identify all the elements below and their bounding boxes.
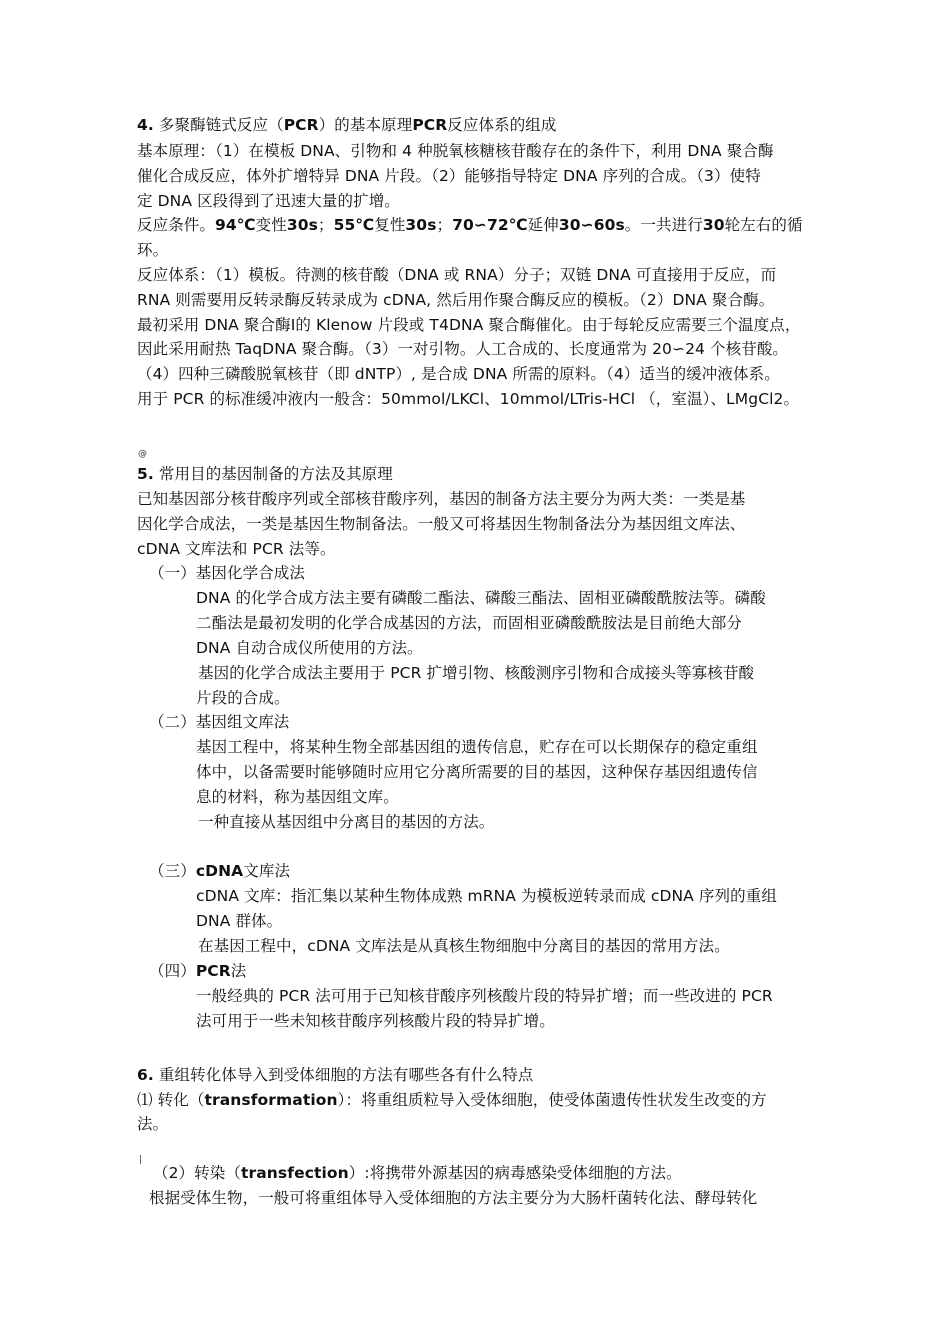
sub4-line-1: 一般经典的 PCR 法可用于已知核苷酸序列核酸片段的特异扩增；而一些改进的 PCR <box>196 987 773 1005</box>
section-5-title: 5. 常用目的基因制备的方法及其原理 <box>137 465 393 483</box>
transformation-line-2: 法。 <box>137 1115 169 1133</box>
system-line-1: 反应体系：（1）模板。待测的核苷酸（DNA 或 RNA）分子；双链 DNA 可直接用于反应，而 <box>137 266 777 284</box>
principle-line-2: 催化合成反应，体外扩增特异 DNA 片段。（2）能够指导特定 DNA 序列的合成。（3）使特 <box>137 167 761 185</box>
sub1-line-2: 二酯法是最初发明的化学合成基因的方法，而固相亚磷酸酰胺法是目前绝大部分 <box>196 614 743 632</box>
section-number: 4. <box>137 116 154 134</box>
sub3-heading: （三）cDNA文库法 <box>149 862 291 880</box>
sub1-line-5: 片段的合成。 <box>196 689 290 707</box>
transfection-line: （2）转染（transfection）:将携带外源基因的病毒感染受体细胞的方法。 <box>153 1164 682 1182</box>
sub4-heading: （四）PCR法 <box>149 962 247 980</box>
transformation-line-1: ⑴ 转化（transformation）：将重组质粒导入受体细胞，使受体菌遗传性状发生改变的方 <box>137 1091 767 1109</box>
receptor-line: 根据受体生物，一般可将重组体导入受体细胞的方法主要分为大肠杆菌转化法、酵母转化 <box>149 1189 758 1207</box>
stray-mark: @ <box>138 449 147 459</box>
section-6-title: 6. 重组转化体导入到受体细胞的方法有哪些各有什么特点 <box>137 1066 534 1084</box>
conditions-line-1: 反应条件。94℃变性30s；55℃复性30s；70∽72℃延伸30∽60s。一共进行30轮左右的循 <box>137 216 803 234</box>
system-line-3: 最初采用 DNA 聚合酶Ⅰ的 Klenow 片段或 T4DNA 聚合酶催化。由于每轮反应需要三个温度点， <box>137 316 801 334</box>
intro-line-3: cDNA 文库法和 PCR 法等。 <box>137 540 336 558</box>
sub2-line-1: 基因工程中，将某种生物全部基因组的遗传信息，贮存在可以长期保存的稳定重组 <box>196 738 758 756</box>
conditions-line-2: 环。 <box>137 241 169 259</box>
sub1-line-4: 基因的化学合成法主要用于 PCR 扩增引物、核酸测序引物和合成接头等寡核苷酸 <box>198 664 755 682</box>
sub4-line-2: 法可用于一些未知核苷酸序列核酸片段的特异扩增。 <box>196 1012 555 1030</box>
system-line-5: （4）四种三磷酸脱氧核苷（即 dNTP）, 是合成 DNA 所需的原料。（4）适当的缓冲液体系。 <box>137 365 780 383</box>
sub2-line-3: 息的材料，称为基因组文库。 <box>196 788 399 806</box>
sub3-line-3: 在基因工程中，cDNA 文库法是从真核生物细胞中分离目的基因的常用方法。 <box>198 937 730 955</box>
intro-line-2: 因化学合成法，一类是基因生物制备法。一般又可将基因生物制备法分为基因组文库法、 <box>137 515 746 533</box>
intro-line-1: 已知基因部分核苷酸序列或全部核苷酸序列，基因的制备方法主要分为两大类：一类是基 <box>137 490 746 508</box>
system-line-2: RNA 则需要用反转录酶反转录成为 cDNA, 然后用作聚合酶反应的模板。（2）DNA 聚合酶。 <box>137 291 775 309</box>
principle-line-3: 定 DNA 区段得到了迅速大量的扩增。 <box>137 192 400 210</box>
principle-line-1: 基本原理：（1）在模板 DNA、引物和 4 种脱氧核糖核苷酸存在的条件下，利用 DNA 聚合酶 <box>137 142 774 160</box>
system-line-4: 因此采用耐热 TaqDNA 聚合酶。（3）一对引物。人工合成的、长度通常为 20∽24 个核苷酸。 <box>137 340 789 358</box>
sub2-line-2: 体中，以备需要时能够随时应用它分离所需要的目的基因，这种保存基因组遗传信 <box>196 763 758 781</box>
sub1-heading: （一）基因化学合成法 <box>149 564 306 582</box>
sub1-line-1: DNA 的化学合成方法主要有磷酸二酯法、磷酸三酯法、固相亚磷酸酰胺法等。磷酸 <box>196 589 766 607</box>
sub3-line-2: DNA 群体。 <box>196 912 283 930</box>
section-4-title: 4. 多聚酶链式反应（PCR）的基本原理PCR反应体系的组成 <box>137 116 557 134</box>
stray-bar-mark: | <box>139 1155 143 1165</box>
sub2-line-4: 一种直接从基因组中分离目的基因的方法。 <box>198 813 495 831</box>
sub3-line-1: cDNA 文库：指汇集以某种生物体成熟 mRNA 为模板逆转录而成 cDNA 序列的重组 <box>196 887 777 905</box>
system-line-6: 用于 PCR 的标准缓冲液内一般含：50mmol/LKCl、10mmol/LTris-HCl （，室温）、LMgCl2。 <box>137 390 800 408</box>
sub1-line-3: DNA 自动合成仪所使用的方法。 <box>196 639 423 657</box>
sub2-heading: （二）基因组文库法 <box>149 713 290 731</box>
